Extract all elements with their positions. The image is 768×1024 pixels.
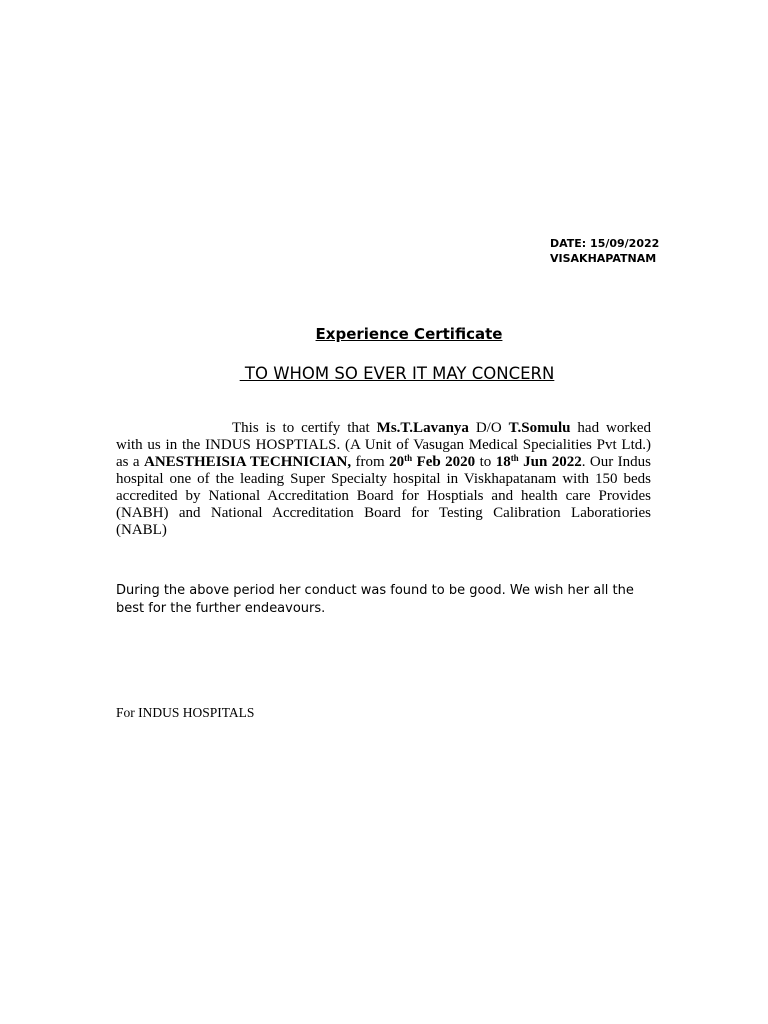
to-whom-heading [0, 364, 768, 383]
start-day-suffix: th [404, 453, 413, 463]
to-whom-text: TO WHOM SO EVER IT MAY CONCERN [239, 364, 555, 383]
certificate-body [116, 420, 651, 539]
place-line: VISAKHAPATNAM [550, 252, 657, 265]
body-intro: This is to certify that [232, 420, 377, 436]
start-month-year: Feb 2020 [412, 454, 476, 470]
end-day-suffix: th [510, 453, 519, 463]
designation: ANESTHEISIA TECHNICIAN, [144, 454, 352, 470]
start-date [389, 454, 475, 470]
worked-text: had worked with us in the INDUS HOSPTIALS. (A Unit of Vasugan Medical Specialities Pvt Ltd.) as a [116, 420, 651, 470]
conduct-statement: During the above period her conduct was found to be good. We wish her all the best for the further endeavours. [116, 583, 634, 616]
date-block [550, 236, 659, 266]
end-month-year: Jun 2022 [518, 454, 582, 470]
relation-text: D/O [468, 420, 509, 436]
end-date [496, 454, 582, 470]
parent-name: T.Somulu [508, 420, 571, 436]
hospital-description: . Our Indus hospital one of the leading Super Specialty hospital in Viskhapatanam with 150 beds accredited by National Accreditation Board for Hosptials and health care Provides (NABH) and National Accreditation Board for Testing Calibration Laboratiories (NABL) [116, 454, 651, 538]
from-text: from [351, 454, 390, 470]
employee-name: Ms.T.Lavanya [376, 420, 469, 436]
end-day: 18 [495, 454, 511, 470]
date-line: DATE: 15/09/2022 [550, 237, 660, 250]
start-day: 20 [389, 454, 405, 470]
to-text: to [475, 454, 496, 470]
certificate-title: Experience Certificate [315, 325, 503, 343]
signoff-line: For INDUS HOSPITALS [116, 705, 255, 720]
